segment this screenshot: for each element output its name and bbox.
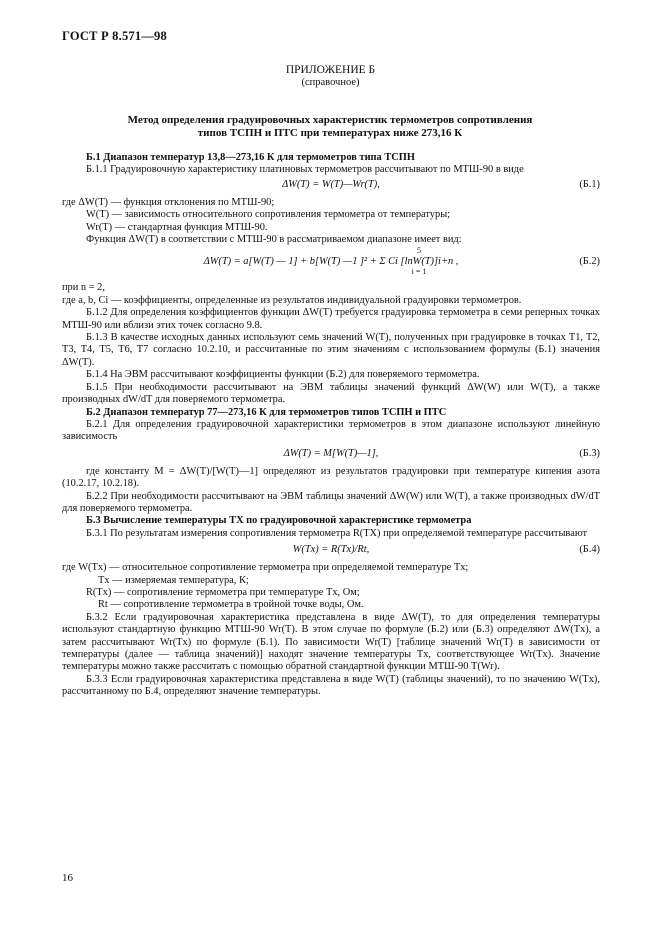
para-b2-1: Б.2.1 Для определения градуировочной характеристики термометров в этом диапазоне используют линейную зависимость [62,418,600,443]
formula-b3 [62,448,600,462]
formula-b2-text: ΔW(T) = a[W(T) — 1] + b[W(T) —1 ]² + Σ Ci [lnW(T)]i+n , [203,256,459,268]
para-b1-4: Б.1.4 На ЭВМ рассчитывают коэффициенты функции (Б.2) для поверяемого термометра. [86,369,480,381]
section-b1 [62,152,600,699]
where-b1-1: где ΔW(T) — функция отклонения по МТШ-90; [62,196,275,208]
appendix-subtitle: (справочное) [301,77,360,88]
page-number: 16 [62,872,73,884]
section-b3-heading: Б.3 Вычисление температуры TX по градуировочной характеристике термометра [86,515,472,527]
condition-n: при n = 2, [62,282,105,294]
formula-b2-sum-lower: i = 1 [411,267,427,277]
doc-title-line1: Метод определения градуировочных характеристик термометров сопротивления [127,114,533,126]
formula-b3-text: ΔW(T) = M[W(T)—1], [283,447,379,459]
formula-b2-sum-upper: 5 [417,246,421,256]
coefficients-note: где a, b, Ci — коэффициенты, определенные из результатов индивидуальной градуировки термометров. [62,294,522,306]
formula-b4-text: W(Tx) = R(Tx)/Rt, [292,544,370,556]
para-b2-constant: где константу M = ΔW(T)/[W(T)—1] определяют из результатов градуировки при температуре кипения азота (10.2.17, 10.2.18). [62,465,600,490]
para-b3-1: Б.3.1 По результатам измерения сопротивления термометра R(TX) при определяемой температуре рассчитывают [86,527,587,539]
formula-b1-text: ΔW(T) = W(T)—Wr(T), [282,178,380,190]
para-b3-3: Б.3.3 Если градуировочная характеристика представлена в виде W(T) (таблицы значений), то по значению W(Tx), рассчитанному по Б.4, определяют значение температуры. [62,673,600,698]
doc-title-line2: типов ТСПН и ПТС при температурах ниже 273,16 К [197,127,463,139]
where-b1-2: W(T) — зависимость относительного сопротивления термометра от температуры; [86,209,451,221]
formula-b4 [62,544,600,558]
formula-b2-number: (Б.2) [579,256,600,268]
para-b3-2: Б.3.2 Если градуировочная характеристика представлена в виде ΔW(T), то для определения температуры используют стандартную функцию МТШ-90 Wr(T). В этом случае по формуле (Б.2) или (Б.3) определяют ΔW(Tx), а затем рассчитывают Wr(Tx) по формуле (Б.1). По зависимости Wr(T) [таблице значений Wr(T) в зависимости от температуры (далее — таблица значений)] находят значение температуры Tx, соответствующее Wr(Tx). Значение температуры можно также рассчитать с помощью обратной стандартной функции МТШ-90 T(Wr). [62,611,600,673]
section-b2-heading: Б.2 Диапазон температур 77—273,16 К для термометров типов ТСПН и ПТС [86,406,447,418]
where-b3-3: R(Tx) — сопротивление термометра при температуре Tx, Ом; [86,586,360,598]
where-b3-1: где W(Tx) — относительное сопротивление термометра при определяемой температуре Tx; [62,562,469,574]
para-b2-2: Б.2.2 При необходимости рассчитывают на ЭВМ таблицы значений ΔW(W) или W(T), а также производных dW/dT для поверяемого термометра. [62,490,600,514]
para-b1-function: Функция ΔW(T) в соответствии с МТШ-90 в рассматриваемом диапазоне имеет вид: [86,234,462,246]
appendix-title: ПРИЛОЖЕНИЕ Б [285,64,376,76]
para-b1-5: Б.1.5 При необходимости рассчитывают на ЭВМ таблицы значений функций ΔW(W) или W(T), а также производных dW/dT для поверяемого термометра. [62,381,600,406]
para-b1-1: Б.1.1 Градуировочную характеристику платиновых термометров рассчитывают по МТШ-90 в виде [86,164,524,176]
standard-header: ГОСТ Р 8.571—98 [62,29,167,43]
para-b1-2: Б.1.2 Для определения коэффициентов функции ΔW(T) требуется градуировка термометра в семи реперных точках МТШ-90 или вблизи этих точек согласно 9.8. [62,307,600,331]
formula-b3-number: (Б.3) [579,447,600,459]
formula-b1-number: (Б.1) [579,178,600,190]
formula-b1 [62,179,600,193]
para-b1-3: Б.1.3 В качестве исходных данных используют семь значений W(T), полученных при градуировке в точках T1, T2, T3, T4, T5, T6, T7 согласно 10.2.10, и рассчитанные по этим значениям с использованием формулы (Б.1) значения ΔW(T). [62,332,600,368]
where-b1-3: Wr(T) — стандартная функция МТШ-90. [86,221,268,233]
formula-b2 [62,246,600,276]
formula-b4-number: (Б.4) [579,544,600,556]
where-b3-2: Tx — измеряемая температура, К; [98,574,249,586]
where-b3-4: Rt — сопротивление термометра в тройной точке воды, Ом. [98,599,364,611]
section-b1-heading: Б.1 Диапазон температур 13,8—273,16 К для термометров типа ТСПН [86,152,415,163]
